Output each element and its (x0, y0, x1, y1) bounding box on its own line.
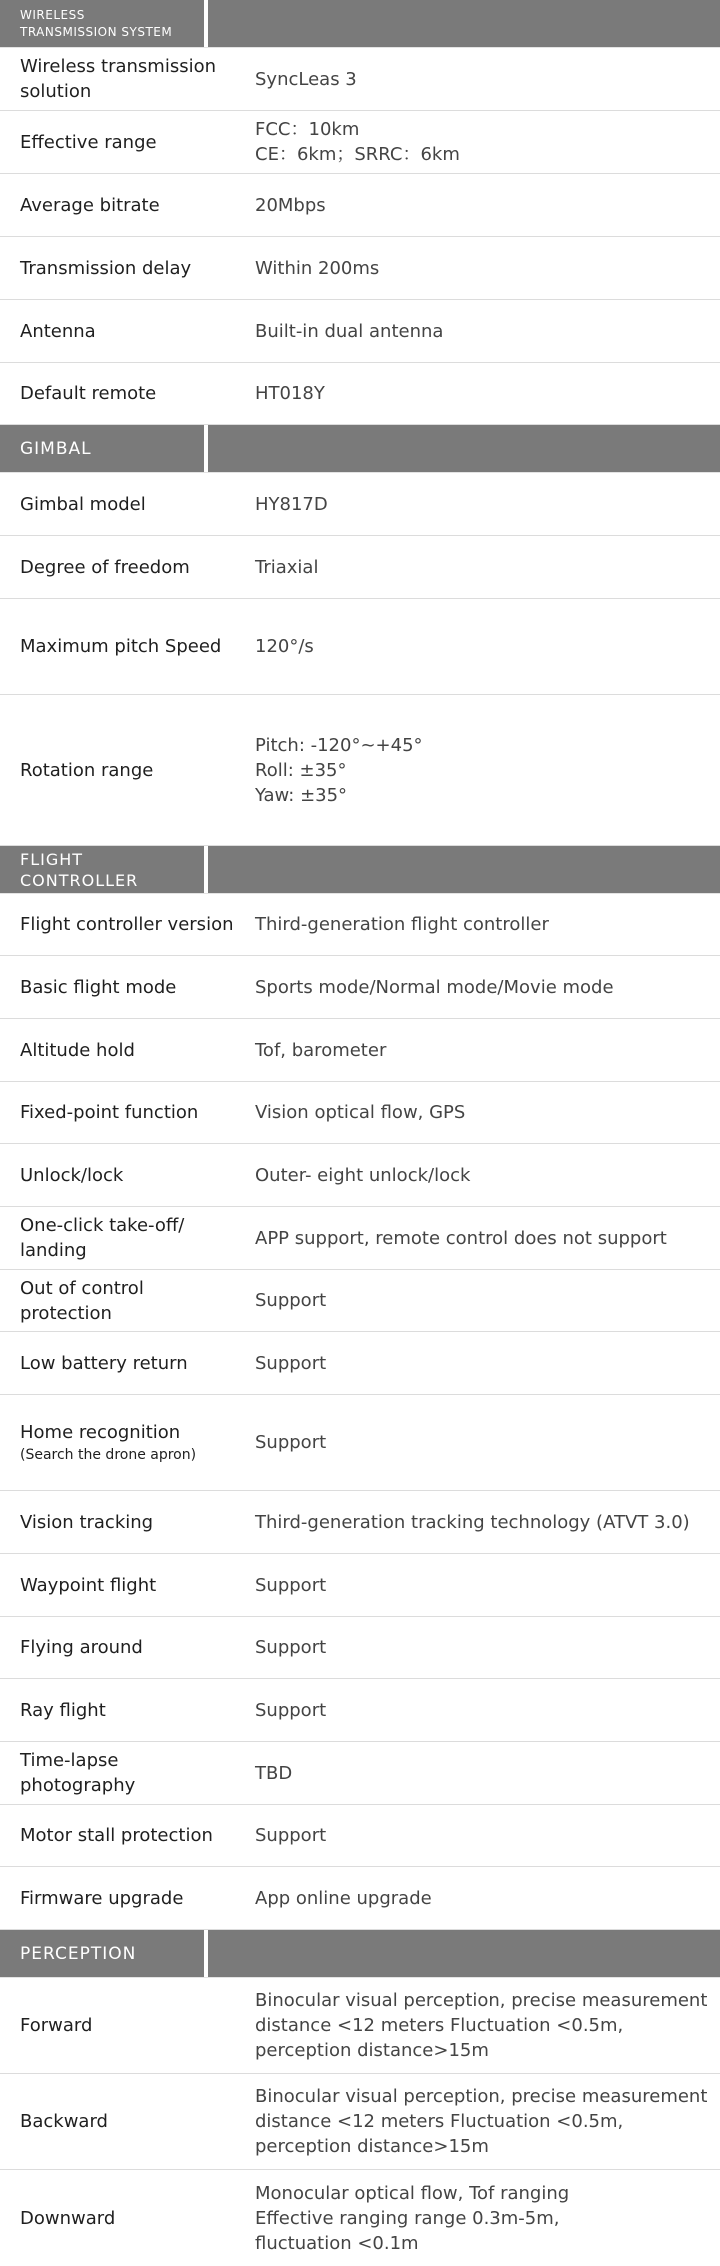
spec-row (0, 1082, 720, 1144)
spec-value: App online upgrade (255, 1887, 432, 1909)
spec-row (0, 111, 720, 174)
spec-label: Out of control protection (20, 1277, 144, 1324)
spec-row (0, 1554, 720, 1617)
spec-label: Forward (20, 2015, 93, 2036)
spec-label: Rotation range (20, 759, 154, 781)
spec-value: HY817D (255, 493, 328, 515)
section-header-perception (0, 1930, 720, 1978)
spec-value: Outer- eight unlock/lock (255, 1164, 471, 1186)
spec-label: Gimbal model (20, 493, 146, 515)
spec-value: Binocular visual perception, precise measurement distance <12 meters Fluctuation <0.5m, perception distance>15m (255, 2086, 708, 2157)
section-header-flight-controller (0, 846, 720, 894)
spec-label: Motor stall protection (20, 1825, 213, 1846)
spec-row (0, 1805, 720, 1867)
spec-value: TBD (255, 1762, 293, 1784)
spec-label: One-click take-off/ landing (20, 1215, 185, 1261)
spec-label: Transmission delay (20, 257, 192, 279)
spec-row (0, 1742, 720, 1805)
spec-value: Triaxial (255, 556, 319, 578)
spec-value: 20Mbps (255, 194, 326, 216)
spec-row (0, 1144, 720, 1207)
spec-label: Average bitrate (20, 194, 160, 216)
spec-value: Binocular visual perception, precise measurement distance <12 meters Fluctuation <0.5m, perception distance>15m (255, 1990, 708, 2061)
spec-row (0, 363, 720, 425)
spec-row (0, 48, 720, 111)
spec-value: Built-in dual antenna (255, 320, 444, 342)
spec-value: FCC：10km CE：6km；SRRC：6km (255, 119, 460, 165)
spec-value: Tof, barometer (255, 1039, 387, 1061)
spec-value: Support (255, 1637, 327, 1658)
spec-label: Low battery return (20, 1352, 188, 1374)
spec-label: Firmware upgrade (20, 1887, 184, 1909)
spec-row (0, 1617, 720, 1679)
spec-label: Basic flight mode (20, 976, 177, 998)
spec-row (0, 2074, 720, 2170)
spec-row (0, 1395, 720, 1491)
spec-value: SyncLeas 3 (255, 68, 357, 90)
section-title: GIMBAL (0, 425, 204, 472)
spec-value: Support (255, 1432, 327, 1453)
spec-label: Flying around (20, 1637, 143, 1658)
section-title: WIRELESS TRANSMISSION SYSTEM (0, 0, 204, 47)
spec-row (0, 1019, 720, 1082)
spec-value: Pitch: -120°~+45° Roll: ±35° Yaw: ±35° (255, 734, 423, 806)
spec-value: APP support, remote control does not support (255, 1227, 667, 1249)
spec-label: Unlock/lock (20, 1164, 124, 1186)
spec-value: Support (255, 1574, 327, 1596)
spec-label: Vision tracking (20, 1511, 154, 1533)
section-header-gimbal (0, 425, 720, 473)
spec-label: Maximum pitch Speed (20, 636, 222, 657)
spec-row (0, 1867, 720, 1930)
spec-label: Waypoint flight (20, 1574, 157, 1596)
spec-label-note: (Search the drone apron) (20, 1447, 197, 1463)
spec-value: 120°/s (255, 636, 314, 657)
spec-row (0, 599, 720, 695)
spec-row (0, 1978, 720, 2074)
spec-label: Backward (20, 2111, 108, 2132)
spec-row (0, 536, 720, 599)
spec-row (0, 2170, 720, 2266)
spec-row (0, 174, 720, 237)
spec-row (0, 237, 720, 300)
spec-label: Default remote (20, 383, 157, 404)
spec-label: Ray flight (20, 1699, 106, 1721)
spec-row (0, 1270, 720, 1332)
spec-label: Degree of freedom (20, 556, 190, 578)
spec-label: Altitude hold (20, 1039, 135, 1061)
spec-label: Downward (20, 2207, 116, 2229)
spec-value: Support (255, 1290, 327, 1311)
spec-row (0, 300, 720, 363)
spec-row (0, 1491, 720, 1554)
spec-label: Fixed-point function (20, 1102, 199, 1123)
spec-label: Antenna (20, 320, 96, 342)
spec-value: Third-generation tracking technology (ATVT 3.0) (255, 1511, 690, 1533)
spec-value: Vision optical flow, GPS (255, 1102, 466, 1123)
spec-row (0, 473, 720, 536)
spec-label: Wireless transmission solution (20, 56, 217, 102)
spec-label: Flight controller version (20, 914, 234, 935)
section-title: PERCEPTION (0, 1930, 204, 1977)
spec-row (0, 1332, 720, 1395)
spec-label: Time-lapse photography (20, 1750, 136, 1796)
section-header-wireless (0, 0, 720, 48)
spec-value: Support (255, 1352, 327, 1374)
spec-label: Effective range (20, 131, 157, 153)
spec-value: Third-generation flight controller (255, 914, 549, 935)
spec-row (0, 695, 720, 846)
spec-value: Monocular optical flow, Tof ranging Effective ranging range 0.3m-5m, fluctuation <0.1m (255, 2182, 570, 2254)
spec-value: Support (255, 1825, 327, 1846)
spec-value: Within 200ms (255, 257, 380, 279)
spec-value: Support (255, 1699, 327, 1721)
spec-row (0, 894, 720, 956)
spec-label-group (0, 1395, 255, 1490)
spec-row (0, 956, 720, 1019)
section-title: FLIGHT CONTROLLER (0, 846, 204, 893)
spec-label: Home recognition (20, 1422, 181, 1443)
spec-value: Sports mode/Normal mode/Movie mode (255, 976, 614, 998)
spec-value: HT018Y (255, 383, 325, 404)
spec-row (0, 1207, 720, 1270)
spec-row (0, 1679, 720, 1742)
